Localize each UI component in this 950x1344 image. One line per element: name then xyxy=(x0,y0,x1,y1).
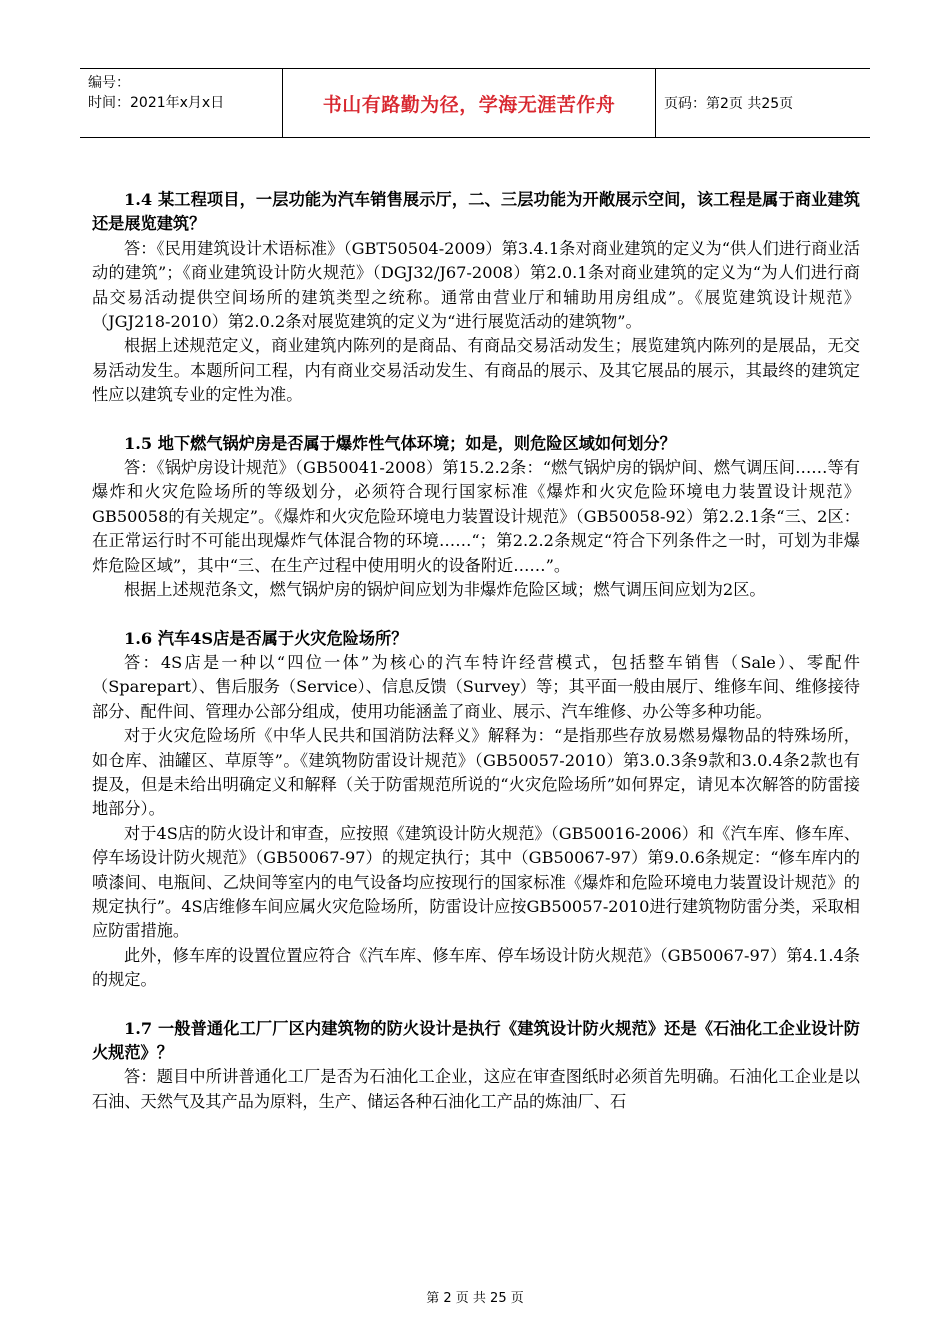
page-footer: 第 2 页 共 25 页 xyxy=(426,1291,524,1306)
paragraph: 答：《民用建筑设计术语标准》（GBT50504-2009）第3.4.1条对商业建筑的定义为“供人们进行商业活动的建筑”；《商业建筑设计防火规范》（DGJ32/J67-2008）第2.0.1条对商业建筑的定义为“为人们进行商品交易活动提供空间场所的建筑类型之统称。通常由营业厅和辅助用房组成”。《展览建筑设计规范》（JGJ218-2010）第2.0.2条对展览建筑的定义为“进行展览活动的建筑物”。 xyxy=(92,238,860,332)
paragraph: 此外，修车库的设置位置应符合《汽车库、修车库、停车场设计防火规范》（GB50067-97）第4.1.4条的规定。 xyxy=(92,945,860,990)
document-date: 时间：2021年x月x日 xyxy=(88,95,225,111)
paragraph: 答：题目中所讲普通化工厂是否为石油化工企业，这应在审查图纸时必须首先明确。石油化工企业是以石油、天然气及其产品为原料，生产、储运各种石油化工产品的炼油厂、石 xyxy=(92,1067,860,1111)
paragraph: 根据上述规范条文，燃气锅炉房的锅炉间应划为非爆炸危险区域；燃气调压间应划为2区。 xyxy=(124,580,766,600)
header-page-info: 页码：第2页 共25页 xyxy=(664,96,794,112)
paragraph: 对于火灾危险场所《中华人民共和国消防法释义》解释为：“是指那些存放易燃易爆物品的特殊场所，如仓库、油罐区、草原等”。《建筑物防雷设计规范》（GB50057-2010）第3.0.3条9款和3.0.4条2款也有提及，但是未给出明确定义和解释（关于防雷规范所说的“火灾危险场所”如何界定，请见本次解答的防雷接地部分）。 xyxy=(92,726,860,819)
header-meta xyxy=(80,69,283,137)
section-heading-1-7: 1.7 一般普通化工厂厂区内建筑物的防火设计是执行《建筑设计防火规范》还是《石油化工企业设计防火规范》？ xyxy=(92,1018,860,1062)
section-heading-1-6: 1.6 汽车4S店是否属于火灾危险场所？ xyxy=(124,628,408,648)
document-body xyxy=(92,188,860,1114)
header-motto: 书山有路勤为径，学海无涯苦作舟 xyxy=(283,69,656,137)
paragraph: 答：4S店是一种以“四位一体”为核心的汽车特许经营模式，包括整车销售（Sale）、零配件（Sparepart）、售后服务（Service）、信息反馈（Survey）等；其平面一般由展厅、维修车间、维修接待部分、配件间、管理办公部分组成，使用功能涵盖了商业、展示、汽车维修、办公等多种功能。 xyxy=(92,652,860,721)
paragraph: 对于4S店的防火设计和审查，应按照《建筑设计防火规范》（GB50016-2006）和《汽车库、修车库、停车场设计防火规范》（GB50067-97）的规定执行；其中（GB50067-97）第9.0.6条规定：“修车库内的喷漆间、电瓶间、乙炔间等室内的电气设备均应按现行的国家标准《爆炸和危险环境电力装置设计规范》的规定执行”。4S店维修车间应属火灾危险场所，防雷设计应按GB50057-2010进行建筑物防雷分类，采取相应防雷措施。 xyxy=(92,823,860,941)
document-number-label: 编号： xyxy=(88,75,130,91)
section-heading-1-5: 1.5 地下燃气锅炉房是否属于爆炸性气体环境；如是，则危险区域如何划分？ xyxy=(124,433,676,453)
page-header xyxy=(80,68,870,138)
paragraph: 答：《锅炉房设计规范》（GB50041-2008）第15.2.2条：“燃气锅炉房的锅炉间、燃气调压间……等有爆炸和火灾危险场所的等级划分，必须符合现行国家标准《爆炸和火灾危险环境电力装置设计规范》GB50058的有关规定”。《爆炸和火灾危险环境电力装置设计规范》（GB50058-92）第2.2.1条“三、2区：在正常运行时不可能出现爆炸气体混合物的环境……“；第2.2.2条规定“符合下列条件之一时，可划为非爆炸危险区域”，其中“三、在生产过程中使用明火的设备附近……”。 xyxy=(92,458,860,575)
paragraph: 根据上述规范定义，商业建筑内陈列的是商品、有商品交易活动发生；展览建筑内陈列的是展品，无交易活动发生。本题所问工程，内有商业交易活动发生、有商品的展示、及其它展品的展示，其最终的建筑定性应以建筑专业的定性为准。 xyxy=(92,336,860,405)
section-heading-1-4: 1.4 某工程项目，一层功能为汽车销售展示厅，二、三层功能为开敞展示空间，该工程是属于商业建筑还是展览建筑？ xyxy=(92,190,860,234)
